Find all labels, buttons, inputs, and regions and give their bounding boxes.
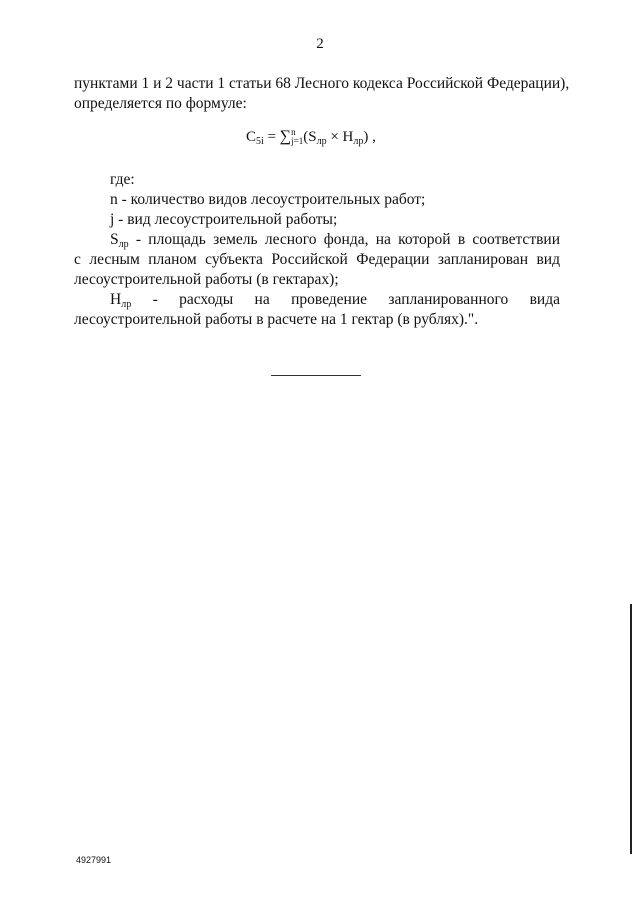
formula-equals: = bbox=[263, 129, 280, 145]
formula-times: × H bbox=[326, 129, 354, 145]
formula-lhs: C bbox=[246, 129, 257, 145]
definition-n: n - количество видов лесоустроительных работ; bbox=[110, 191, 426, 208]
h-text-1: - расходы на проведение запланированного вида bbox=[131, 291, 560, 308]
intro-line-1: пунктами 1 и 2 части 1 статьи 68 Лесного кодекса Российской Федерации), bbox=[74, 75, 570, 92]
s-symbol: S bbox=[110, 231, 119, 248]
sum-symbol: ∑ bbox=[279, 128, 292, 145]
s-subscript: лр bbox=[118, 239, 129, 250]
formula bbox=[246, 128, 376, 147]
sum-lower: j=1 bbox=[291, 135, 304, 146]
h-symbol: H bbox=[110, 291, 122, 308]
definition-s-line-2: с лесным планом субъекта Российской Федерации запланирован вид bbox=[74, 251, 560, 268]
formula-s-sub: лр bbox=[316, 136, 327, 147]
formula-close: ) , bbox=[363, 129, 376, 145]
formula-open: (S bbox=[303, 129, 317, 145]
intro-line-2: определяется по формуле: bbox=[74, 95, 247, 112]
sum-limits bbox=[291, 128, 303, 146]
sum-upper: n bbox=[291, 126, 296, 137]
page-number: 2 bbox=[316, 36, 324, 52]
formula-h-sub: лр bbox=[353, 136, 364, 147]
definition-h-line-2: лесоустроительной работы в расчете на 1 гектар (в рублях).". bbox=[74, 311, 479, 328]
scan-edge-line bbox=[630, 604, 632, 854]
end-divider bbox=[271, 375, 361, 376]
definition-j: j - вид лесоустроительной работы; bbox=[110, 211, 338, 228]
where-label: где: bbox=[110, 171, 135, 188]
formula-lhs-sub: 5i bbox=[256, 136, 264, 147]
definition-s-line-3: лесоустроительной работы (в гектарах); bbox=[74, 271, 339, 288]
h-subscript: лр bbox=[121, 299, 132, 310]
s-text-1: - площадь земель лесного фонда, на которой в соответствии bbox=[128, 231, 560, 248]
document-number: 4927991 bbox=[76, 855, 112, 865]
